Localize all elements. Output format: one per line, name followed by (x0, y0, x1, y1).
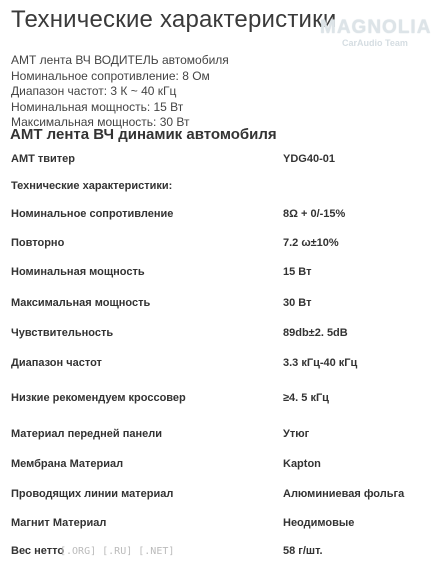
spec-label: Мембрана Материал (11, 458, 124, 470)
spec-row (11, 428, 411, 444)
spec-row (11, 266, 411, 282)
spec-label: Номинальная мощность (11, 266, 145, 278)
intro-line: Номинальное сопротивление: 8 Ом (11, 68, 210, 83)
spec-row (11, 153, 411, 169)
spec-row (11, 297, 411, 313)
spec-value: YDG40-01 (283, 153, 335, 165)
spec-label: Проводящих линии материал (11, 488, 174, 500)
spec-value: 3.3 кГц-40 кГц (283, 357, 358, 369)
spec-label: Чувствительность (11, 327, 114, 339)
spec-label: Технические характеристики: (11, 180, 173, 192)
spec-label: Материал передней панели (11, 428, 162, 440)
spec-label: АМТ твитер (11, 153, 76, 165)
spec-row (11, 488, 411, 504)
spec-value: Kapton (283, 458, 321, 470)
spec-label: Диапазон частот (11, 357, 102, 369)
intro-line: Диапазон частот: 3 К ~ 40 кГц (11, 84, 177, 98)
spec-value: 58 г/шт. (283, 545, 323, 557)
spec-label: Низкие рекомендуем кроссовер (11, 392, 186, 404)
brand-logo (320, 17, 431, 51)
spec-value: Неодимовые (283, 517, 355, 529)
spec-value: 8Ω + 0/-15% (283, 208, 346, 220)
spec-value: 15 Вт (283, 266, 312, 278)
spec-row (11, 327, 411, 343)
spec-row (11, 357, 411, 373)
logo-sub-text: CarAudio Team (342, 38, 408, 48)
intro-line: Максимальная мощность: 30 Вт (11, 115, 190, 129)
section-subtitle: АМТ лента ВЧ динамик автомобиля (10, 126, 277, 143)
spec-label: Вес нетто (11, 545, 65, 557)
spec-label: Номинальное сопротивление (11, 208, 174, 220)
spec-row (11, 458, 411, 474)
logo-brand-text: MAGNOLIA (320, 17, 431, 38)
spec-value: 89db±2. 5dB (283, 327, 348, 339)
spec-label: Повторно (11, 237, 65, 249)
spec-value: Алюминиевая фольга (283, 488, 405, 500)
spec-value: 7.2 ω±10% (283, 237, 339, 249)
spec-value: ≥4. 5 кГц (283, 392, 329, 404)
spec-row (11, 237, 411, 253)
spec-value: Утюг (283, 428, 310, 440)
spec-label: Магнит Материал (11, 517, 107, 529)
spec-row (11, 517, 411, 533)
intro-list (11, 53, 229, 131)
page-title: Технические характеристики (11, 6, 337, 33)
spec-row (11, 392, 411, 408)
intro-line: АМТ лента ВЧ ВОДИТЕЛЬ автомобиля (11, 53, 229, 67)
spec-row (11, 208, 411, 224)
spec-value: 30 Вт (283, 297, 312, 309)
spec-label: Максимальная мощность (11, 297, 151, 309)
footer-watermark: [.ORG] [.RU] [.NET] (60, 546, 175, 557)
intro-line: Номинальная мощность: 15 Вт (11, 99, 184, 114)
spec-row (11, 180, 411, 196)
